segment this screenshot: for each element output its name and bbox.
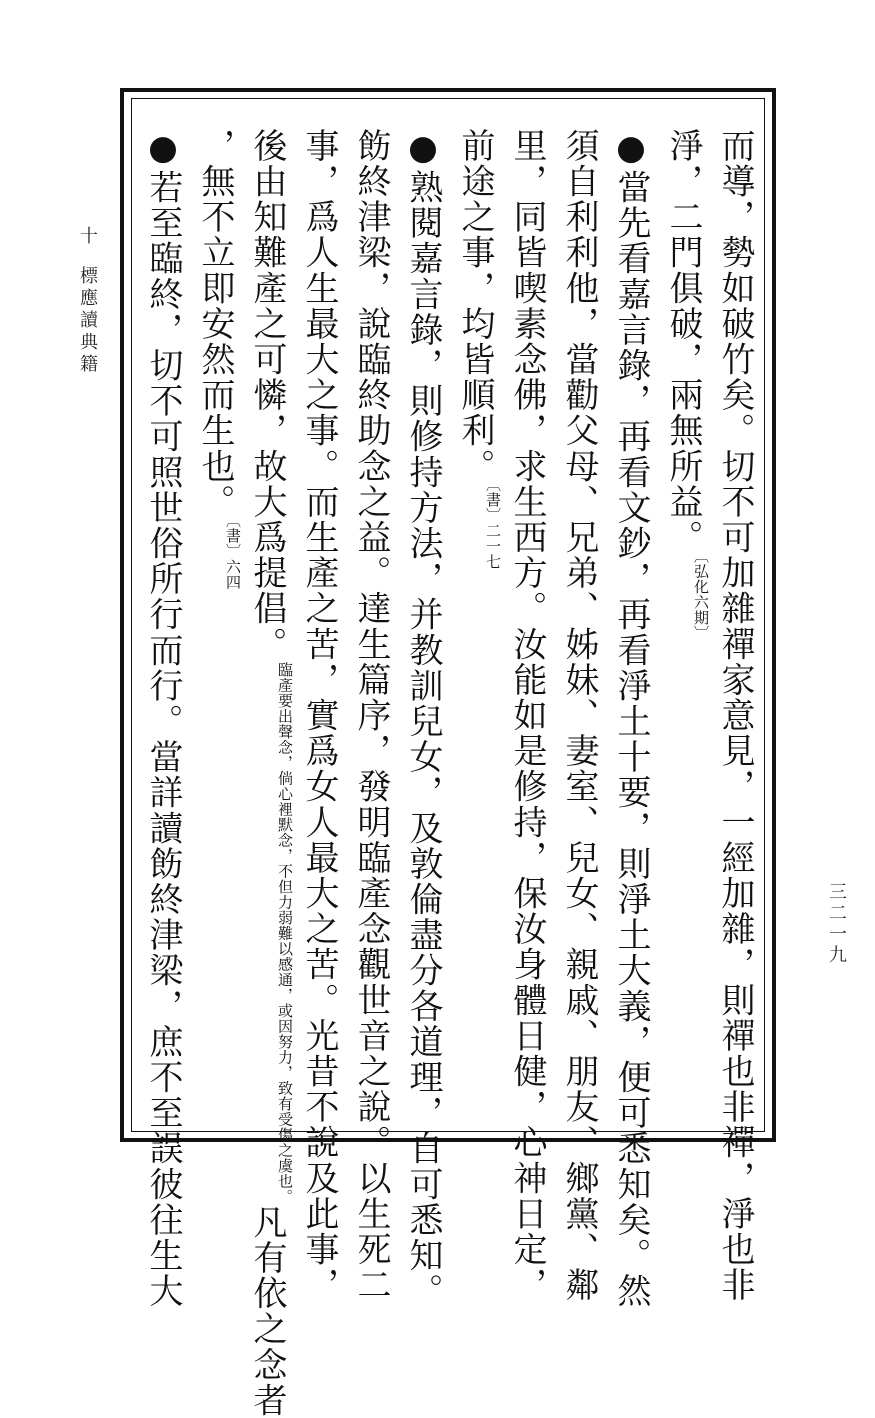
annotation-note: 臨產要出聲念，倘心裡默念，不但力弱難以感通，或因努力，致有受傷之虞也。 — [276, 662, 294, 1205]
text-column — [606, 128, 656, 1118]
column-text: 後由知難產之可憐，故大爲提倡。 — [247, 128, 287, 662]
column-text: 須自利利他，當勸父母、兄弟、姊妹、妻室、兒女、親戚、朋友、鄉黨、鄰 — [559, 128, 599, 1303]
column-text: 飭終津梁，說臨終助念之益。達生篇序，發明臨產念觀世音之說。以生死二 — [351, 128, 391, 1303]
column-text: ●熟閱嘉言錄，則修持方法，并教訓兒女，及敦倫盡分各道理，自可悉知。 — [403, 128, 443, 1309]
column-text-tail: 凡有依之念者 — [247, 1205, 287, 1418]
text-column — [554, 128, 604, 1118]
column-text: 事，爲人生最大之事。而生產之苦，實爲女人最大之苦。光昔不說及此事， — [299, 128, 339, 1303]
text-column — [346, 128, 396, 1118]
column-text: ●當先看嘉言錄，再看文鈔，再看淨土十要，則淨土大義，便可悉知矣。然 — [611, 128, 651, 1309]
text-column — [710, 128, 760, 1118]
page-number: 三二一九 — [827, 882, 845, 966]
column-text: ，無不立即安然而生也。 — [195, 128, 235, 520]
column-text: 而導，勢如破竹矣。切不可加雜禪家意見，一經加雜，則禪也非禪，淨也非 — [715, 128, 755, 1303]
chapter-title: 標應讀典籍 — [78, 266, 96, 376]
source-note: 〔弘化六期〕 — [692, 555, 710, 641]
column-text: ●若至臨終，切不可照世俗所行而行。當詳讀飭終津梁，庶不至誤彼往生大 — [143, 128, 183, 1309]
column-text: 淨，二門俱破，兩無所益。 — [663, 128, 703, 555]
text-column — [190, 128, 240, 1118]
chapter-number: 十 — [78, 226, 96, 247]
text-column — [294, 128, 344, 1118]
text-body — [142, 128, 760, 1118]
source-note: 〔書〕六四 — [224, 520, 242, 590]
text-column — [138, 128, 188, 1118]
source-note: 〔書〕二一七 — [484, 484, 502, 570]
text-column — [658, 128, 708, 1118]
text-column — [398, 128, 448, 1118]
column-text: 前途之事，均皆順利。 — [455, 128, 495, 484]
text-column — [502, 128, 552, 1118]
column-text: 里，同皆喫素念佛，求生西方。汝能如是修持，保汝身體日健，心神日定， — [507, 128, 547, 1303]
text-column — [450, 128, 500, 1118]
text-column — [242, 128, 292, 1118]
